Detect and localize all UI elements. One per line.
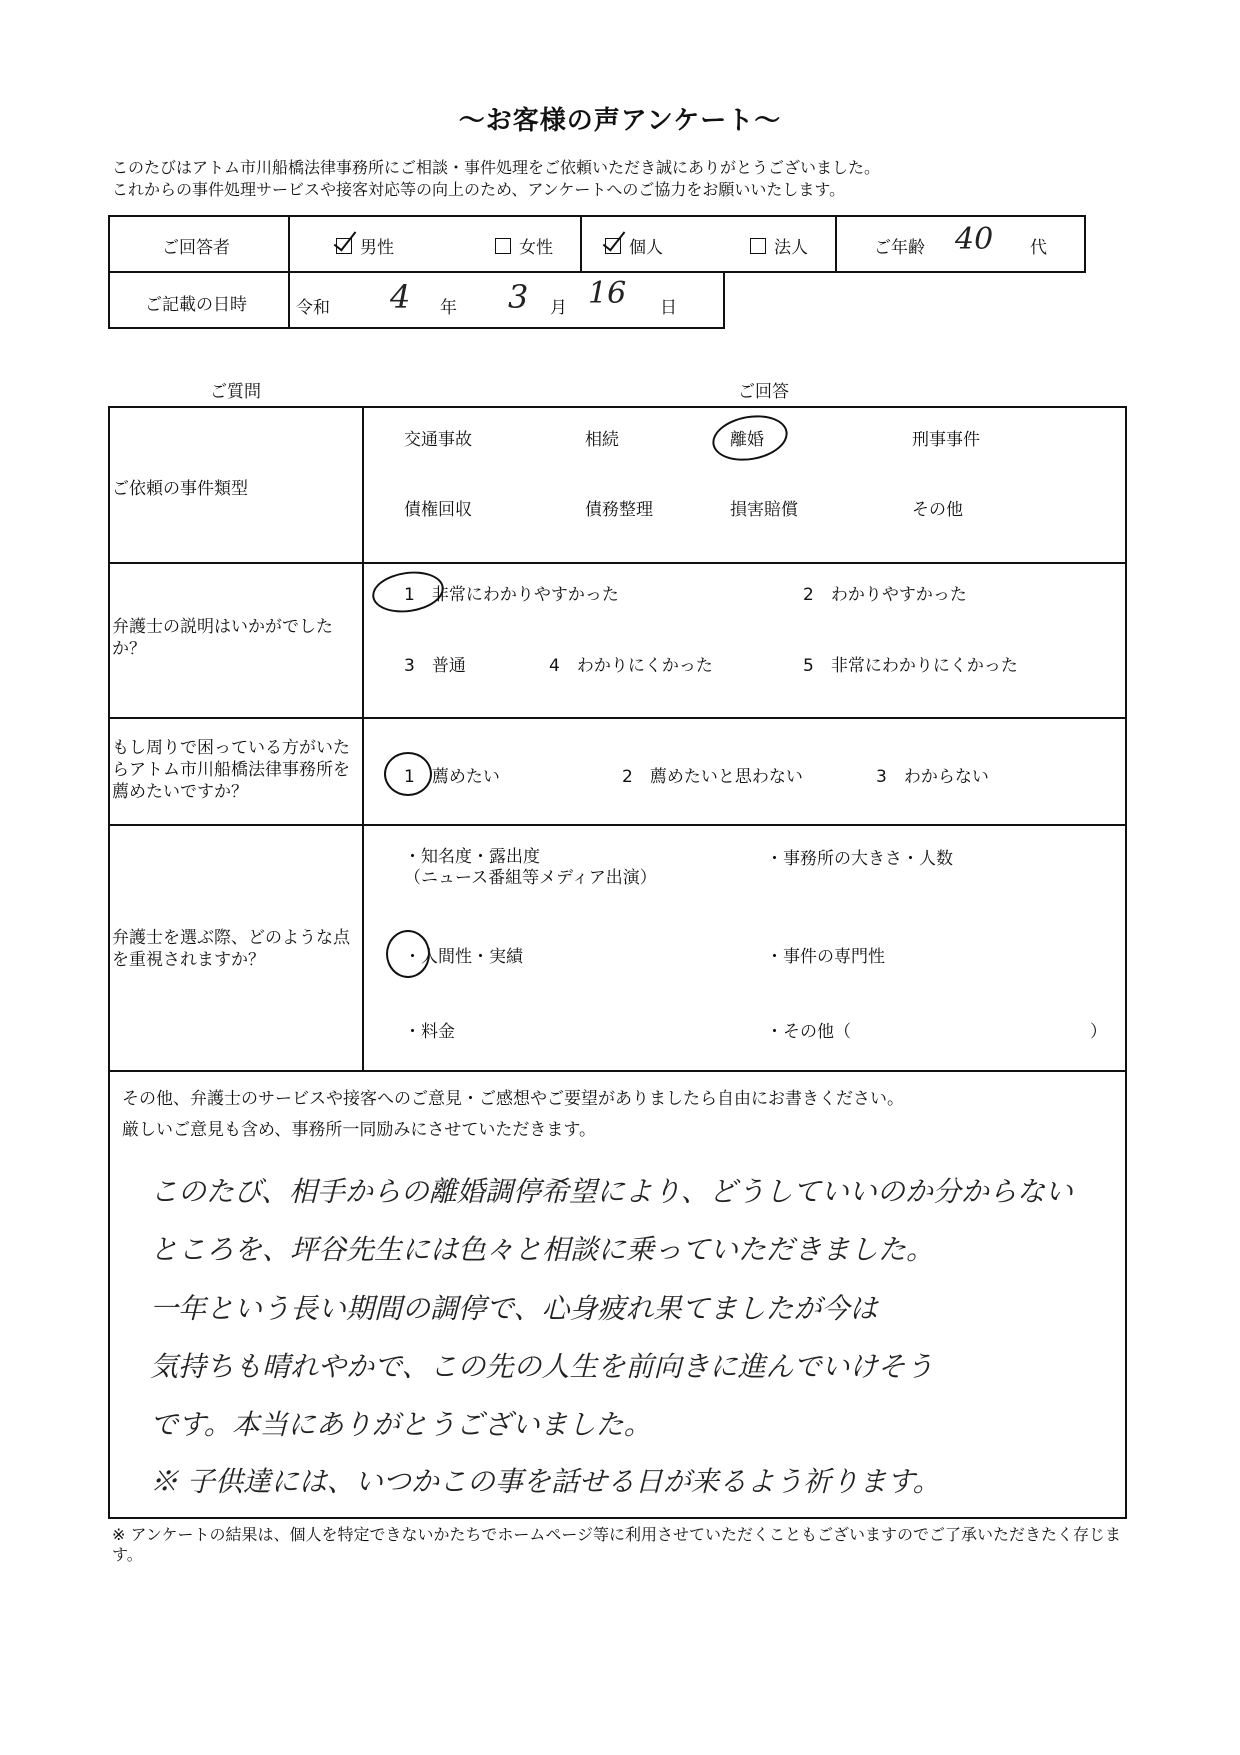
q2-option-2[interactable]: 2 わかりやすかった (803, 585, 967, 605)
age-suffix: 代 (1030, 238, 1047, 258)
q1-option-debt-collection[interactable]: 債権回収 (404, 500, 472, 520)
comment-line-5: です。本当にありがとうございました。 (150, 1408, 652, 1441)
q1-option-divorce[interactable]: 離婚 (730, 430, 764, 450)
q3-question: もし周りで困っている方がいたらアトム市川船橋法律事務所を薦めたいですか？ (112, 738, 350, 802)
answer-header: ご回答 (738, 382, 789, 402)
type-corporation-option[interactable]: 法人 (750, 233, 808, 258)
q2-option-4[interactable]: 4 わかりにくかった (549, 656, 713, 676)
q2-question: 弁護士の説明はいかがでしたか？ (112, 617, 333, 659)
q4-option-person[interactable]: ・人間性・実績 (404, 947, 523, 967)
comment-line-6: ※ 子供達には、いつかこの事を話せる日が来るよう祈ります。 (150, 1465, 941, 1498)
date-day[interactable]: 16 (588, 276, 627, 311)
age-value[interactable]: 40 (955, 222, 994, 257)
q4-option-other[interactable]: ・その他（ (766, 1022, 851, 1042)
q1-option-other[interactable]: その他 (912, 500, 963, 520)
type-individual-option[interactable]: 個人 (605, 233, 663, 258)
q1-option-traffic[interactable]: 交通事故 (404, 430, 472, 450)
q4-option-fame[interactable]: ・知名度・露出度 (404, 847, 540, 867)
respondent-table (108, 215, 1086, 273)
intro-line-1: このたびはアトム市川船橋法律事務所にご相談・事件処理をご依頼いただき誠にありがとうございました。 (112, 158, 881, 177)
date-day-unit: 日 (660, 298, 677, 318)
comment-line-3: 一年という長い期間の調停で、心身疲れ果てましたが今は (150, 1292, 878, 1325)
q2-option-1[interactable]: 1 非常にわかりやすかった (404, 585, 619, 605)
q1-question: ご依頼の事件類型 (112, 479, 248, 499)
date-label: ご記載の日時 (145, 295, 247, 315)
q2-option-5[interactable]: 5 非常にわかりにくかった (803, 656, 1018, 676)
q3-option-1[interactable]: 1 薦めたい (404, 767, 500, 787)
date-month-unit: 月 (550, 298, 567, 318)
female-checkbox[interactable] (495, 238, 511, 254)
corporation-checkbox[interactable] (750, 238, 766, 254)
q4-question: 弁護士を選ぶ際、どのような点を重視されますか？ (112, 928, 350, 970)
q2-option-3[interactable]: 3 普通 (404, 656, 466, 676)
comment-line-1: このたび、相手からの離婚調停希望により、どうしていいのか分からない (150, 1175, 1073, 1208)
q4-option-other-close: ） (1090, 1022, 1107, 1042)
q1-option-inheritance[interactable]: 相続 (585, 430, 619, 450)
footnote: ※ アンケートの結果は、個人を特定できないかたちでホームページ等に利用させていただくこともございますのでご了承いただきたく存じます。 (112, 1525, 1122, 1564)
q1-option-damages[interactable]: 損害賠償 (730, 500, 798, 520)
q4-option-fee[interactable]: ・料金 (404, 1022, 455, 1042)
intro-line-2: これからの事件処理サービスや接客対応等の向上のため、アンケートへのご協力をお願いいたします。 (112, 180, 846, 199)
gender-female-option[interactable]: 女性 (495, 233, 553, 258)
q4-selected-mark (386, 930, 430, 978)
date-year[interactable]: 4 (390, 278, 411, 316)
comment-line-4: 気持ちも晴れやかで、この先の人生を前向きに進んでいけそう (150, 1350, 934, 1383)
q4-option-size[interactable]: ・事務所の大きさ・人数 (766, 849, 953, 869)
comment-line-2: ところを、坪谷先生には色々と相談に乗っていただきました。 (150, 1233, 935, 1266)
comments-prompt-1: その他、弁護士のサービスや接客へのご意見・ご感想やご要望がありましたら自由にお書きください。 (122, 1089, 904, 1109)
date-month[interactable]: 3 (508, 278, 529, 316)
question-header: ご質問 (210, 382, 261, 402)
gender-male-option[interactable]: 男性 (336, 233, 394, 258)
q4-option-fame-sub: （ニュース番組等メディア出演） (404, 868, 657, 888)
comments-prompt-2: 厳しいご意見も含め、事務所一同励みにさせていただきます。 (122, 1120, 596, 1140)
respondent-label: ご回答者 (162, 238, 230, 258)
date-era: 令和 (296, 298, 330, 318)
q3-selected-mark (384, 752, 432, 796)
age-label: ご年齢 (874, 238, 925, 258)
q1-option-debt-arrangement[interactable]: 債務整理 (585, 500, 653, 520)
individual-checkbox[interactable] (605, 238, 621, 254)
q3-option-2[interactable]: 2 薦めたいと思わない (622, 767, 803, 787)
q1-option-criminal[interactable]: 刑事事件 (912, 430, 980, 450)
male-checkbox[interactable] (336, 238, 352, 254)
date-year-unit: 年 (440, 298, 457, 318)
page-title: 〜お客様の声アンケート〜 (458, 106, 782, 136)
q3-option-3[interactable]: 3 わからない (876, 767, 989, 787)
q4-option-specialty[interactable]: ・事件の専門性 (766, 947, 885, 967)
